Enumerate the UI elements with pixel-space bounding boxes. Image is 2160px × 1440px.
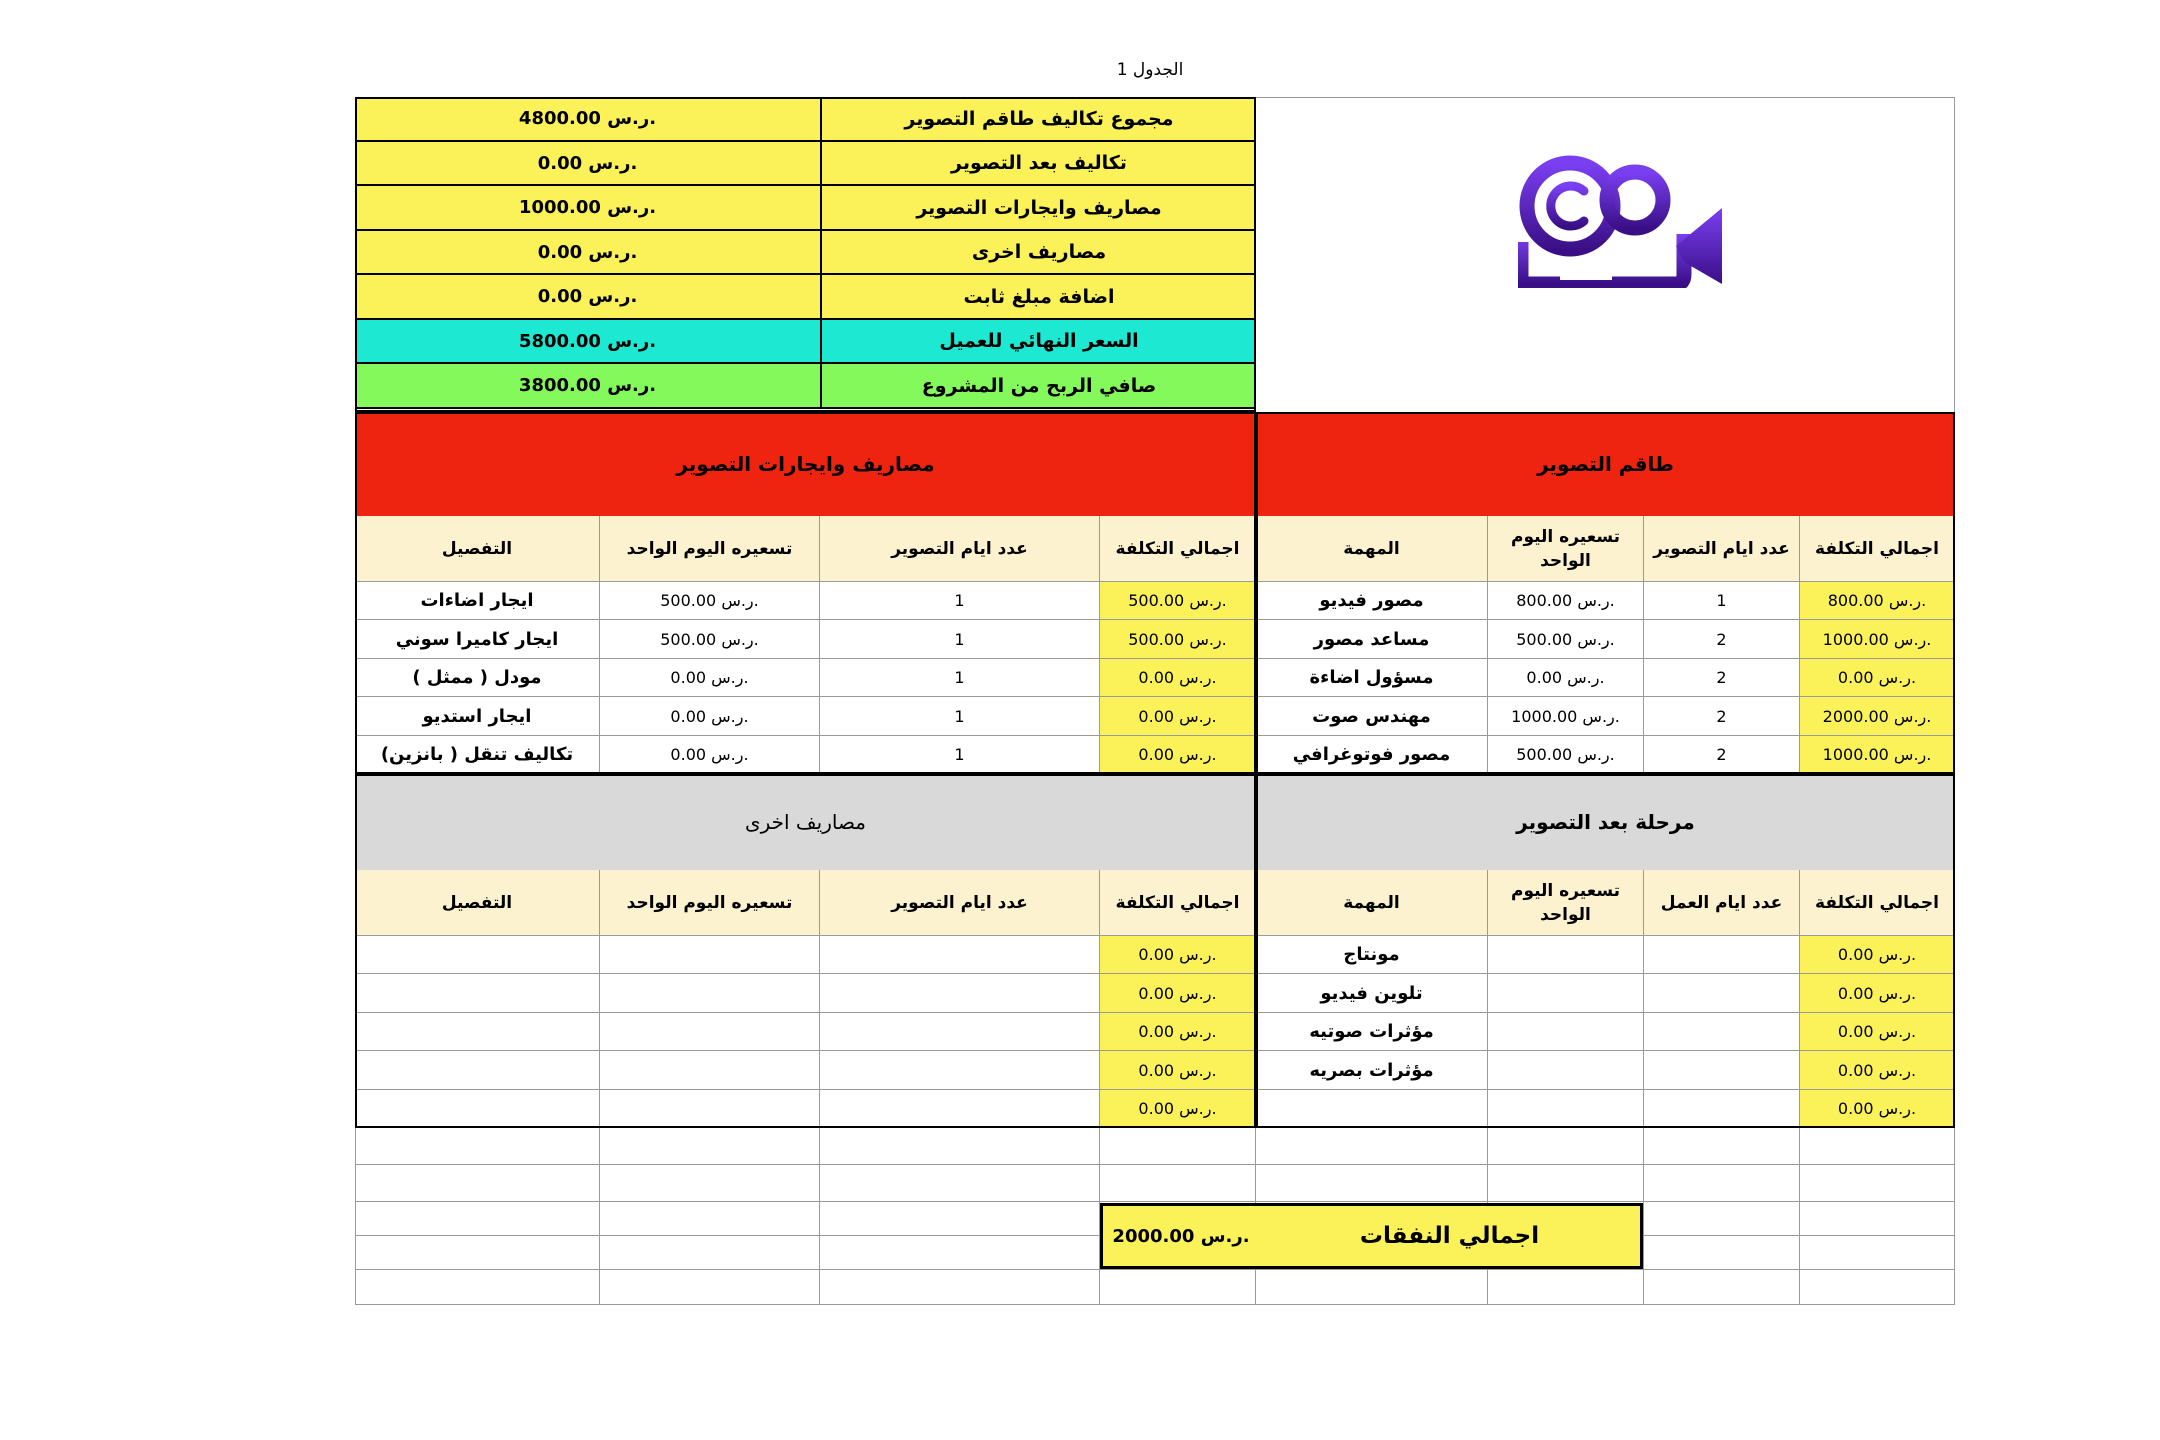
post-border [1256, 774, 1955, 1128]
crew-row-days[interactable]: 2 [1644, 736, 1800, 774]
crew-row-task[interactable]: مصور فيديو [1256, 582, 1488, 620]
rentals-row-rate[interactable]: 500.00 ر.س. [600, 582, 820, 620]
other-section-title: مصاريف اخرى [355, 774, 1256, 870]
empty-cell[interactable] [600, 1128, 820, 1165]
empty-cell[interactable] [600, 1165, 820, 1202]
crew-row-rate[interactable]: 800.00 ر.س. [1488, 582, 1644, 620]
empty-cell[interactable] [600, 1236, 820, 1270]
post-header-total: اجمالي التكلفة [1800, 870, 1955, 936]
post-section-title: مرحلة بعد التصوير [1256, 774, 1955, 870]
crew-row-task[interactable]: مهندس صوت [1256, 697, 1488, 736]
rentals-row-rate[interactable]: 0.00 ر.س. [600, 659, 820, 697]
sheet-title: الجدول 1 [1116, 60, 1184, 80]
crew-row-total[interactable]: 2000.00 ر.س. [1800, 697, 1955, 736]
rentals-row-rate[interactable]: 500.00 ر.س. [600, 620, 820, 659]
empty-cell[interactable] [355, 1236, 600, 1270]
empty-cell[interactable] [1800, 1165, 1955, 1202]
post-header-days: عدد ايام العمل [1644, 870, 1800, 936]
rentals-row-detail[interactable]: ايجار كاميرا سوني [355, 620, 600, 659]
post-header-task: المهمة [1256, 870, 1488, 936]
summary-border [355, 97, 1256, 412]
other-row-total[interactable]: 0.00 ر.س. [1100, 1051, 1256, 1090]
empty-cell[interactable] [1644, 1270, 1800, 1305]
other-row-total[interactable]: 0.00 ر.س. [1100, 974, 1256, 1013]
empty-cell[interactable] [355, 1128, 600, 1165]
other-row-total[interactable]: 0.00 ر.س. [1100, 1090, 1256, 1128]
crew-section-title: طاقم التصوير [1256, 412, 1955, 516]
summary-label: مصاريف وايجارات التصوير [822, 186, 1256, 231]
empty-cell[interactable] [600, 1202, 820, 1236]
other-header-rate: تسعيره اليوم الواحد [600, 870, 820, 936]
crew-header-days: عدد ايام التصوير [1644, 516, 1800, 582]
crew-row-rate[interactable]: 0.00 ر.س. [1488, 659, 1644, 697]
rentals-row-total[interactable]: 0.00 ر.س. [1100, 736, 1256, 774]
empty-cell[interactable] [1100, 1128, 1256, 1165]
empty-cell[interactable] [1800, 1202, 1955, 1236]
rentals-row-detail[interactable]: ايجار اضاءات [355, 582, 600, 620]
empty-cell[interactable] [1488, 1165, 1644, 1202]
summary-value[interactable]: 3800.00 ر.س. [355, 364, 822, 409]
rentals-header-rate: تسعيره اليوم الواحد [600, 516, 820, 582]
crew-row-task[interactable]: مصور فوتوغرافي [1256, 736, 1488, 774]
post-row-total[interactable]: 0.00 ر.س. [1800, 1013, 1955, 1051]
grand-total-label: اجمالي النفقات [1256, 1203, 1643, 1269]
summary-value[interactable]: 0.00 ر.س. [355, 142, 822, 186]
empty-cell[interactable] [820, 1236, 1100, 1270]
rentals-row-detail[interactable]: تكاليف تنقل ( بانزين) [355, 736, 600, 774]
rentals-row-detail[interactable]: مودل ( ممثل ) [355, 659, 600, 697]
post-row-task[interactable]: مؤثرات بصريه [1256, 1051, 1488, 1090]
rentals-row-total[interactable]: 500.00 ر.س. [1100, 582, 1256, 620]
summary-label: مصاريف اخرى [822, 231, 1256, 275]
post-row-task[interactable]: مؤثرات صوتيه [1256, 1013, 1488, 1051]
rentals-header-detail: التفصيل [355, 516, 600, 582]
empty-cell[interactable] [820, 1202, 1100, 1236]
rentals-row-days[interactable]: 1 [820, 659, 1100, 697]
other-row-total[interactable]: 0.00 ر.س. [1100, 936, 1256, 974]
empty-cell[interactable] [820, 1128, 1100, 1165]
rentals-row-rate[interactable]: 0.00 ر.س. [600, 697, 820, 736]
empty-cell[interactable] [355, 1165, 600, 1202]
other-border [355, 774, 1256, 1128]
crew-row-task[interactable]: مسؤول اضاءة [1256, 659, 1488, 697]
crew-row-total[interactable]: 1000.00 ر.س. [1800, 736, 1955, 774]
post-row-total[interactable]: 0.00 ر.س. [1800, 936, 1955, 974]
empty-cell[interactable] [1100, 1270, 1256, 1305]
crew-header-task: المهمة [1256, 516, 1488, 582]
empty-cell[interactable] [1256, 1128, 1488, 1165]
empty-cell[interactable] [820, 1165, 1100, 1202]
empty-cell[interactable] [1256, 1270, 1488, 1305]
crew-header-rate: تسعيره اليوم الواحد [1488, 516, 1644, 582]
other-header-days: عدد ايام التصوير [820, 870, 1100, 936]
rentals-border [355, 412, 1256, 774]
empty-cell[interactable] [1644, 1128, 1800, 1165]
rentals-row-days[interactable]: 1 [820, 697, 1100, 736]
empty-cell[interactable] [1800, 1270, 1955, 1305]
crew-row-days[interactable]: 2 [1644, 620, 1800, 659]
other-header-detail: التفصيل [355, 870, 600, 936]
summary-label: اضافة مبلغ ثابت [822, 275, 1256, 320]
rentals-row-days[interactable]: 1 [820, 620, 1100, 659]
post-header-rate: تسعيره اليوم الواحد [1488, 870, 1644, 936]
empty-cell[interactable] [1100, 1165, 1256, 1202]
post-row-task[interactable]: مونتاج [1256, 936, 1488, 974]
empty-cell[interactable] [1644, 1165, 1800, 1202]
empty-cell[interactable] [600, 1270, 820, 1305]
crew-row-total[interactable]: 0.00 ر.س. [1800, 659, 1955, 697]
crew-row-total[interactable]: 800.00 ر.س. [1800, 582, 1955, 620]
grand-total-value[interactable]: 2000.00 ر.س. [1100, 1203, 1259, 1269]
summary-value[interactable]: 0.00 ر.س. [355, 231, 822, 275]
summary-label: صافي الربح من المشروع [822, 364, 1256, 409]
rentals-row-rate[interactable]: 0.00 ر.س. [600, 736, 820, 774]
empty-cell[interactable] [1256, 1165, 1488, 1202]
rentals-header-total: اجمالي التكلفة [1100, 516, 1256, 582]
summary-label: السعر النهائي للعميل [822, 320, 1256, 364]
empty-cell[interactable] [1488, 1270, 1644, 1305]
summary-label: تكاليف بعد التصوير [822, 142, 1256, 186]
camera-logo-icon [1518, 150, 1724, 288]
empty-cell[interactable] [1644, 1236, 1800, 1270]
crew-header-total: اجمالي التكلفة [1800, 516, 1955, 582]
empty-cell[interactable] [1644, 1202, 1800, 1236]
empty-cell[interactable] [820, 1270, 1100, 1305]
other-row-total[interactable]: 0.00 ر.س. [1100, 1013, 1256, 1051]
crew-row-rate[interactable]: 500.00 ر.س. [1488, 620, 1644, 659]
crew-row-task[interactable]: مساعد مصور [1256, 620, 1488, 659]
rentals-row-days[interactable]: 1 [820, 736, 1100, 774]
crew-row-rate[interactable]: 500.00 ر.س. [1488, 736, 1644, 774]
empty-cell[interactable] [1488, 1128, 1644, 1165]
post-row-task[interactable]: تلوين فيديو [1256, 974, 1488, 1013]
empty-cell[interactable] [1800, 1128, 1955, 1165]
summary-value[interactable]: 5800.00 ر.س. [355, 320, 822, 364]
summary-value[interactable]: 4800.00 ر.س. [355, 97, 822, 142]
rentals-row-detail[interactable]: ايجار استديو [355, 697, 600, 736]
rentals-row-total[interactable]: 0.00 ر.س. [1100, 659, 1256, 697]
summary-value[interactable]: 0.00 ر.س. [355, 275, 822, 320]
rentals-row-total[interactable]: 0.00 ر.س. [1100, 697, 1256, 736]
crew-border [1256, 412, 1955, 774]
rentals-row-days[interactable]: 1 [820, 582, 1100, 620]
post-row-total[interactable]: 0.00 ر.س. [1800, 1051, 1955, 1090]
post-row-total[interactable]: 0.00 ر.س. [1800, 974, 1955, 1013]
summary-value[interactable]: 1000.00 ر.س. [355, 186, 822, 231]
other-header-total: اجمالي التكلفة [1100, 870, 1256, 936]
empty-cell[interactable] [355, 1202, 600, 1236]
empty-cell[interactable] [1800, 1236, 1955, 1270]
crew-row-days[interactable]: 1 [1644, 582, 1800, 620]
crew-row-days[interactable]: 2 [1644, 659, 1800, 697]
rentals-section-title: مصاريف وايجارات التصوير [355, 412, 1256, 516]
rentals-row-total[interactable]: 500.00 ر.س. [1100, 620, 1256, 659]
rentals-header-days: عدد ايام التصوير [820, 516, 1100, 582]
summary-label: مجموع تكاليف طاقم التصوير [822, 97, 1256, 142]
crew-row-total[interactable]: 1000.00 ر.س. [1800, 620, 1955, 659]
post-row-total[interactable]: 0.00 ر.س. [1800, 1090, 1955, 1128]
crew-row-rate[interactable]: 1000.00 ر.س. [1488, 697, 1644, 736]
crew-row-days[interactable]: 2 [1644, 697, 1800, 736]
empty-cell[interactable] [355, 1270, 600, 1305]
